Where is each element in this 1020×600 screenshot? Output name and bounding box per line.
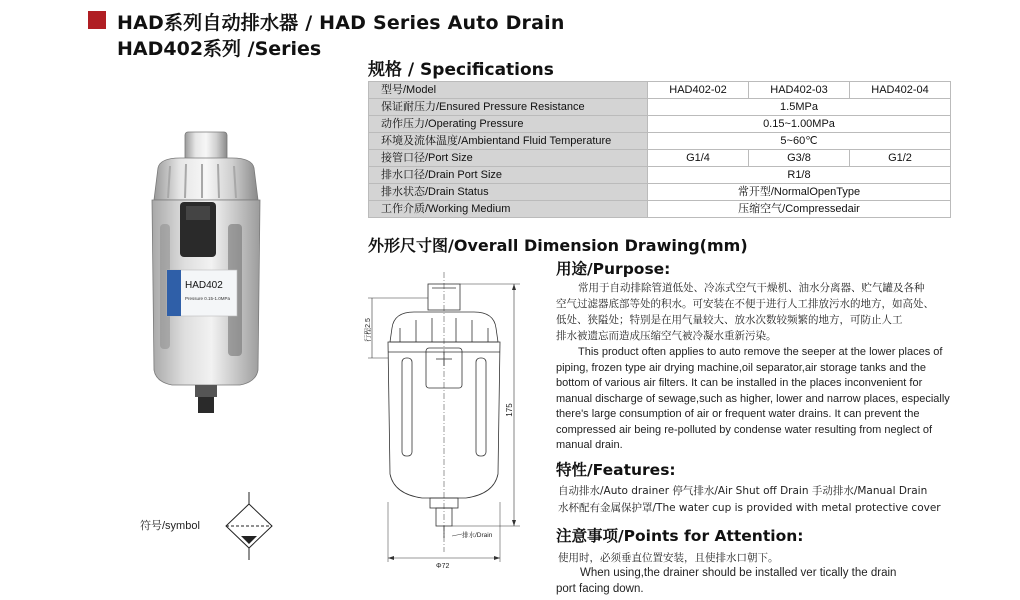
spec-label: 环境及流体温度/Ambientand Fluid Temperature — [369, 133, 648, 150]
purpose-en-line: This product often applies to auto remove the seeper at the lower places of — [578, 346, 943, 358]
purpose-zh-line: 常用于自动排除管道低处、冷冻式空气干燥机、油水分离器、贮气罐及各种 — [578, 282, 925, 294]
spec-label: 保证耐压力/Ensured Pressure Resistance — [369, 99, 648, 116]
spec-value: HAD402-04 — [850, 82, 951, 99]
page-subtitle: HAD402系列 /Series — [117, 38, 322, 60]
spec-value: 1.5MPa — [648, 99, 951, 116]
purpose-en-line: bottom of various air filters. It can be installed in the places inconvenient for — [556, 377, 923, 389]
spec-value: HAD402-02 — [648, 82, 749, 99]
spec-label: 排水状态/Drain Status — [369, 184, 648, 201]
spec-value: 5~60℃ — [648, 133, 951, 150]
spec-value: 0.15~1.00MPa — [648, 116, 951, 133]
purpose-en-line: manual discharge of sewage,such as higher, lower and narrow places, especially — [556, 392, 950, 405]
dimension-drawing — [362, 262, 542, 572]
purpose-en-line: there's large consumption of air or frequent water drains. It can prevent the — [556, 408, 920, 420]
spec-label: 工作介质/Working Medium — [369, 201, 648, 218]
purpose-zh-line: 空气过滤器底部等处的积水。可安装在不便于进行人工排放污水的地方，如高处、 — [556, 298, 934, 310]
spec-value: G1/2 — [850, 150, 951, 167]
purpose-en-line: compressed air being re-polluted by condense water resulting from neglect of — [556, 423, 933, 436]
table-row — [369, 184, 951, 201]
spec-label: 型号/Model — [369, 82, 648, 99]
dimension-title: 外形尺寸图/Overall Dimension Drawing(mm) — [368, 236, 748, 255]
spec-value: G1/4 — [648, 150, 749, 167]
width-dimension-label: Φ72 — [436, 563, 450, 570]
purpose-zh-line: 排水被遗忘而造成压缩空气被冷凝水重新污染。 — [556, 330, 777, 342]
features-line: 自动排水/Auto drainer 停气排水/Air Shut off Drain 手动排水/Manual Drain — [558, 485, 928, 497]
attention-zh: 使用时，必须垂直位置安装，且使排水口朝下。 — [558, 552, 779, 564]
spec-label: 接管口径/Port Size — [369, 150, 648, 167]
specs-table — [368, 81, 951, 218]
spec-value: 压缩空气/Compressedair — [648, 201, 951, 218]
product-photo — [140, 120, 290, 425]
spec-value: HAD402-03 — [749, 82, 850, 99]
purpose-zh-line: 低处、狭隘处；特别是在用气量较大、放水次数较频繁的地方，可防止人工 — [556, 314, 903, 326]
spec-value: 常开型/NormalOpenType — [648, 184, 951, 201]
spec-value: G3/8 — [749, 150, 850, 167]
table-row — [369, 99, 951, 116]
table-row — [369, 201, 951, 218]
attention-title: 注意事项/Points for Attention: — [556, 527, 804, 545]
stroke-dimension-label: 行程2.5 — [365, 318, 372, 342]
features-title: 特性/Features: — [556, 461, 676, 479]
page-title: HAD系列自动排水器 / HAD Series Auto Drain — [117, 12, 565, 34]
drain-symbol-icon — [218, 490, 280, 562]
features-line: 水杯配有金属保护罩/The water cup is provided with metal protective cover — [558, 502, 941, 514]
table-row — [369, 116, 951, 133]
specs-title: 规格 / Specifications — [368, 60, 554, 80]
product-pressure-text: Pressure 0.15-1.0MPa — [185, 296, 231, 301]
attention-en-line: When using,the drainer should be installed ver tically the drain — [580, 567, 897, 579]
spec-label: 排水口径/Drain Port Size — [369, 167, 648, 184]
table-row — [369, 82, 951, 99]
attention-en-line: port facing down. — [556, 583, 644, 595]
drain-label: 排水/Drain — [462, 532, 493, 539]
symbol-label: 符号/symbol — [140, 520, 200, 532]
height-dimension-label: 175 — [505, 403, 514, 417]
table-row — [369, 150, 951, 167]
product-model-label: HAD402 — [185, 280, 223, 291]
title-marker — [88, 11, 106, 29]
purpose-en-line: piping, frozen type air drying machine,oil separator,air storage tanks and the — [556, 361, 926, 374]
purpose-en-line: manual drain. — [556, 439, 623, 451]
spec-value: R1/8 — [648, 167, 951, 184]
spec-label: 动作压力/Operating Pressure — [369, 116, 648, 133]
table-row — [369, 133, 951, 150]
purpose-title: 用途/Purpose: — [556, 260, 671, 278]
table-row — [369, 167, 951, 184]
